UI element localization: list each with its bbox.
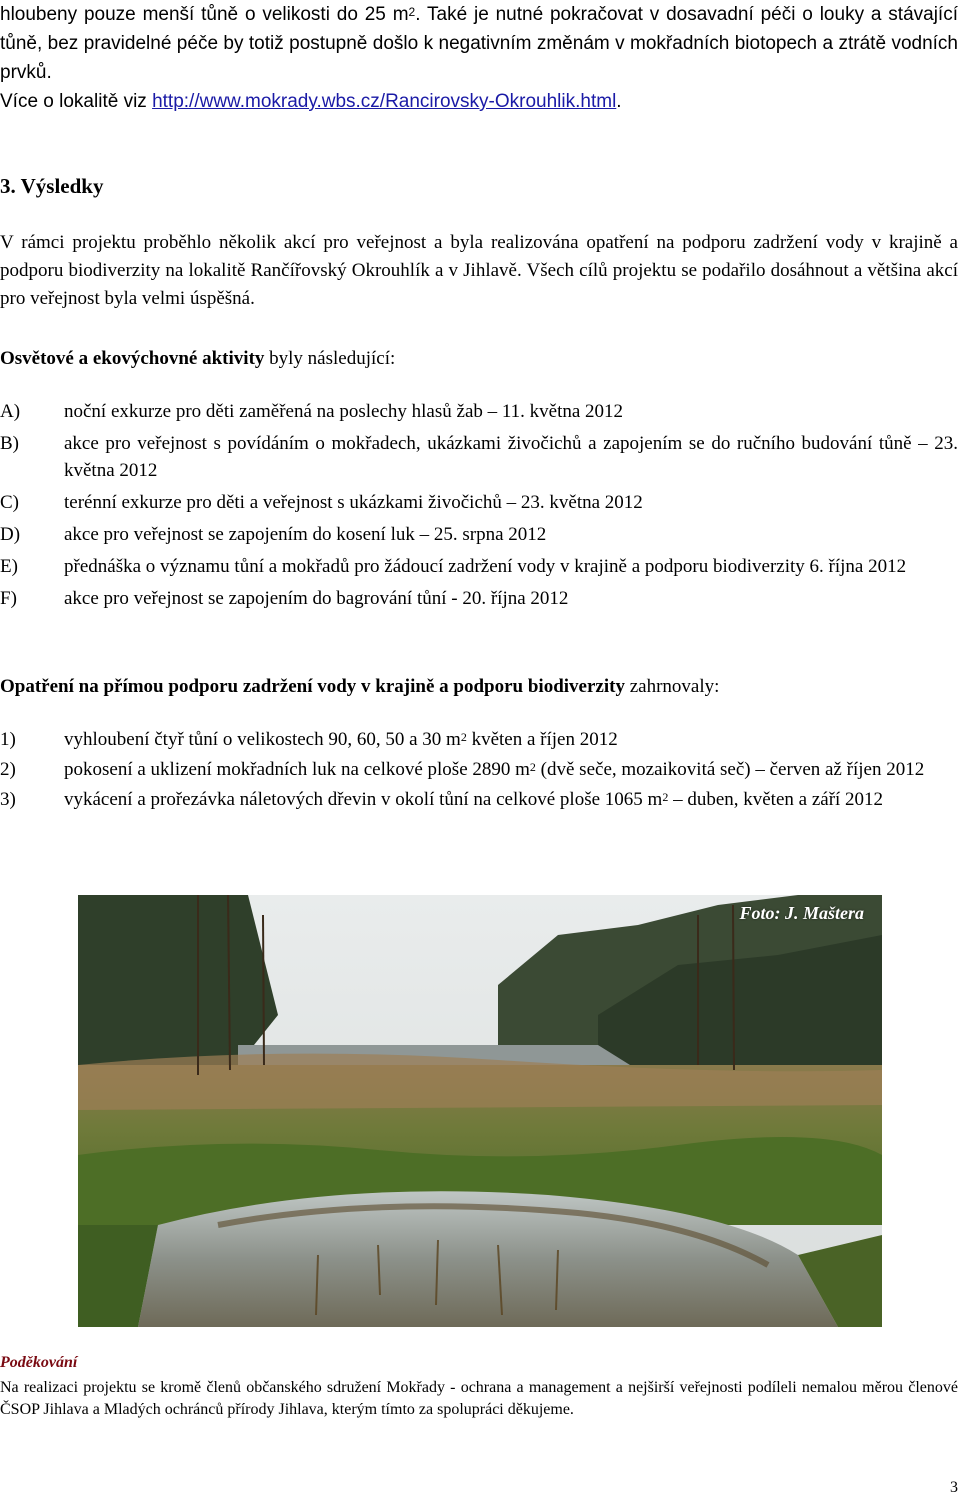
intro-more: [0, 87, 958, 116]
activity-text: akce pro veřejnost se zapojením do bagrování tůní - 20. října 2012: [64, 588, 569, 609]
acknowledgement-text: Na realizaci projektu se kromě členů občanského sdružení Mokřady - ochrana a management a nejširší veřejnosti podíleli nemalou měrou členové ČSOP Jihlava a Mladých ochránců přírody Jihlava, kterým tímto za spolupráci děkujeme.: [0, 1379, 958, 1418]
results-paragraph: V rámci projektu proběhlo několik akcí pro veřejnost a byla realizována opatření na podporu zadržení vody v krajině a podporu biodiverzity na lokalitě Rančířovský Okrouhlík a v Jihlavě. Všech cílů projektu se podařilo dosáhnout a většina akcí pro veřejnost byla velmi úspěšná.: [0, 232, 958, 309]
activity-item: [0, 521, 958, 548]
measure-text-sup: 2: [529, 760, 536, 774]
intro-text: [0, 0, 958, 116]
measures-title: [0, 676, 719, 698]
intro-more-suffix: .: [616, 91, 622, 112]
measure-marker: 2): [0, 759, 16, 780]
activities-title-bold: Osvětové a ekovýchovné aktivity: [0, 348, 265, 369]
intro-rest: . Také je nutné pokračovat v dosavadní péči o louky a stávající tůně, bez pravidelné péče by totiž postupně došlo k negativním změnám v mokřadních biotopech a ztrátě vodních prvků.: [0, 4, 958, 83]
intro-line1: hloubeny pouze menší tůně o velikosti do 25 m: [0, 4, 409, 25]
intro-sup: 2: [408, 5, 416, 19]
measure-marker: 3): [0, 789, 16, 810]
measure-text-post: (dvě seče, mozaikovitá seč) – červen až říjen 2012: [535, 759, 925, 780]
measure-text: [64, 785, 958, 814]
intro-more-prefix: Více o lokalitě viz: [0, 91, 153, 112]
section-heading: 3. Výsledky: [0, 174, 104, 198]
measure-text-pre: vyhloubení čtyř tůní o velikostech 90, 60, 50 a 30 m: [64, 729, 461, 750]
activity-item: [0, 553, 958, 580]
measure-marker: 1): [0, 729, 16, 750]
measure-text-post: – duben, květen a září 2012: [668, 789, 884, 810]
pond-photo: [78, 895, 882, 1327]
intro-paragraph: [0, 0, 958, 87]
measure-item: [0, 785, 958, 814]
activity-marker: C): [0, 492, 19, 513]
measure-text-post: květen a říjen 2012: [466, 729, 618, 750]
measure-item: [0, 725, 958, 754]
measures-list: [0, 725, 958, 815]
activity-text: terénní exkurze pro děti a veřejnost s ukázkami živočichů – 23. května 2012: [64, 492, 643, 513]
measure-text-pre: pokosení a uklizení mokřadních luk na celkové ploše 2890 m: [64, 759, 530, 780]
activity-item: [0, 489, 958, 516]
activity-marker: B): [0, 433, 19, 454]
measure-item: [0, 755, 958, 784]
activity-marker: A): [0, 401, 21, 422]
activity-item: [0, 585, 958, 612]
acknowledgement-title: Poděkování: [0, 1354, 78, 1371]
activities-list: [0, 398, 958, 617]
activity-text: akce pro veřejnost s povídáním o mokřadech, ukázkami živočichů a zapojením se do ručního budování tůně – 23. května 2012: [64, 433, 958, 481]
activity-item: [0, 430, 958, 484]
page-number: 3: [950, 1479, 958, 1496]
activities-title-rest: byly následující:: [264, 348, 396, 369]
activity-marker: E): [0, 556, 18, 577]
pond-photo-image: [78, 895, 882, 1327]
measure-text-pre: vykácení a prořezávka náletových dřevin v okolí tůní na celkové ploše 1065 m: [64, 789, 663, 810]
activity-marker: F): [0, 588, 17, 609]
activity-text: akce pro veřejnost se zapojením do kosení luk – 25. srpna 2012: [64, 524, 547, 545]
activity-marker: D): [0, 524, 21, 545]
activity-text: noční exkurze pro děti zaměřená na poslechy hlasů žab – 11. května 2012: [64, 401, 624, 422]
activities-title: [0, 348, 395, 370]
locality-link[interactable]: http://www.mokrady.wbs.cz/Rancirovsky-Okrouhlik.html: [152, 91, 617, 112]
measures-title-bold: Opatření na přímou podporu zadržení vody v krajině a podporu biodiverzity: [0, 676, 625, 697]
activity-item: [0, 398, 958, 425]
photo-credit: Foto: J. Maštera: [739, 903, 864, 923]
measure-text: [64, 755, 958, 784]
measure-text: [64, 725, 958, 754]
measure-text-sup: 2: [662, 790, 669, 804]
activity-text: přednáška o významu tůní a mokřadů pro žádoucí zadržení vody v krajině a podporu biodiverzity 6. října 2012: [64, 556, 907, 577]
measures-title-rest: zahrnovaly:: [624, 676, 720, 697]
measure-text-sup: 2: [460, 730, 467, 744]
